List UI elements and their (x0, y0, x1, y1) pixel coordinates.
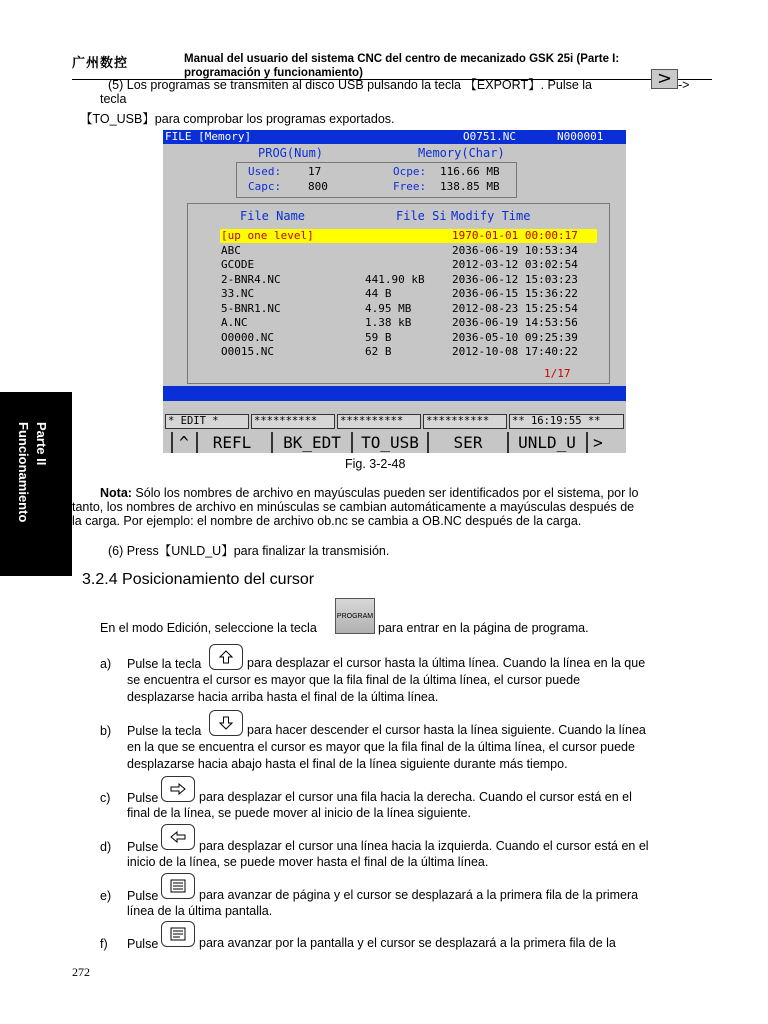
side-tab-part: Parte II (34, 422, 49, 466)
side-tab-section: Funcionamiento (16, 422, 31, 523)
file-row[interactable]: A.NC 1.38 kB 2036-06-19 14:53:56 (221, 316, 578, 329)
page-down-key-icon (161, 921, 195, 947)
softkey-bk-edt[interactable]: BK_EDT (271, 432, 351, 453)
section-intro-before: En el modo Edición, seleccione la tecla (100, 621, 317, 635)
used-value: 17 (308, 165, 322, 178)
file-row[interactable]: O0015.NC 62 B 2012-10-08 17:40:22 (221, 345, 578, 358)
ocpe-label: Ocpe: (393, 165, 427, 178)
gsk-logo: 广州数控 (72, 56, 129, 71)
step5-text: (5) Los programas se transmiten al disco USB pulsando la tecla 【EXPORT】. Pulse la (108, 78, 593, 92)
item-c-letter: c) (100, 791, 111, 805)
item-f-letter: f) (100, 937, 108, 951)
item-e-pre: Pulse (127, 889, 159, 903)
col-modify-time: Modify Time (451, 209, 531, 223)
arrow-text: -> (678, 78, 690, 92)
step6-text: (6) Press【UNLD_U】para finalizar la transmisión. (108, 544, 390, 558)
item-e-line2: línea de la última pantalla. (127, 904, 273, 918)
item-a-line2: se encuentra el cursor es mayor que la fila final de la última línea, el cursor puede (127, 673, 581, 687)
figure-caption: Fig. 3-2-48 (345, 457, 406, 471)
page-header (72, 50, 712, 80)
tecla-text: tecla (100, 92, 127, 106)
section-intro-after: para entrar en la página de programa. (378, 621, 589, 635)
softkey-ser[interactable]: SER (427, 432, 507, 453)
file-row[interactable]: 2-BNR4.NC 441.90 kB 2036-06-12 15:03:23 (221, 272, 578, 286)
item-d-line1: para desplazar el cursor una línea hacia la izquierda. Cuando el cursor está en el (199, 839, 649, 853)
note-label: Nota: (100, 486, 132, 500)
prog-num-label: PROG(Num) (258, 146, 324, 160)
item-f-pre: Pulse (127, 937, 159, 951)
side-tab-text (14, 422, 50, 522)
capc-label: Capc: (248, 180, 282, 193)
status-field-3: ********** (423, 414, 507, 429)
file-row[interactable]: [up one level] 1970-01-01 00:00:17 (220, 229, 597, 243)
item-e-line1: para avanzar de página y el cursor se desplazará a la primera fila de la primera (199, 888, 639, 902)
file-row[interactable]: O0000.NC 59 B 2036-05-10 09:25:39 (221, 330, 578, 344)
cursor-up-key-icon (209, 644, 243, 670)
to-usb-line: 【TO_USB】para comprobar los programas exportados. (80, 112, 395, 126)
page-up-key-icon (161, 873, 195, 899)
item-c-line1: para desplazar el cursor una fila hacia la derecha. Cuando el cursor está en el (199, 790, 632, 804)
softkey-unld-u[interactable]: UNLD_U (507, 432, 585, 453)
screen-title-left: FILE [Memory] (165, 130, 252, 143)
item-f-line1: para avanzar por la pantalla y el cursor se desplazará a la primera fila de la (199, 936, 616, 950)
item-b-line2: en la que se encuentra el cursor es mayor que la fila final de la última línea, el cursor puede (127, 740, 635, 754)
status-mode: * EDIT * (165, 414, 249, 429)
softkey-next[interactable]: > (586, 432, 608, 453)
cnc-file-screen (163, 130, 626, 453)
page-indicator: 1/17 (544, 367, 571, 380)
item-e-letter: e) (100, 889, 112, 903)
screen-title-block: N000001 (557, 130, 604, 143)
input-bar[interactable] (163, 386, 626, 401)
item-a-line3: desplazarse hacia arriba hasta el final de la última línea. (127, 690, 439, 704)
col-file-size: File Si (396, 209, 447, 223)
item-c-pre: Pulse (127, 791, 159, 805)
side-tab (0, 392, 72, 576)
item-b-letter: b) (100, 724, 112, 738)
file-row[interactable]: 33.NC 44 B 2036-06-15 15:36:22 (221, 287, 578, 300)
note-line2: tanto, los nombres de archivo en minúsculas se cambian automáticamente a mayúsculas después de (72, 500, 635, 514)
free-label: Free: (393, 180, 427, 193)
file-row[interactable]: ABC 2036-06-19 10:53:34 (221, 243, 578, 257)
note-line1: Nota: Sólo los nombres de archivo en mayúsculas pueden ser identificados por el sistema, por lo (100, 486, 639, 500)
cursor-down-key-icon (209, 710, 243, 736)
cursor-left-key-icon (161, 824, 195, 850)
status-field-2: ********** (337, 414, 421, 429)
manual-title-line2: programación y funcionamiento) (184, 67, 363, 79)
program-key-icon: PROGRAM (335, 598, 375, 634)
memory-char-label: Memory(Char) (418, 146, 505, 160)
screen-title-bar (163, 130, 626, 144)
item-a-letter: a) (100, 657, 112, 671)
item-d-pre: Pulse (127, 840, 159, 854)
cursor-right-key-icon (161, 776, 195, 802)
softkey-up[interactable]: ^ (171, 432, 195, 453)
file-row[interactable]: GCODE 2012-03-12 03:02:54 (221, 258, 578, 271)
item-b-line3: desplazarse hacia abajo hasta el final de la línea siguiente durante más tiempo. (127, 757, 568, 771)
item-b-line1: para hacer descender el cursor hasta la línea siguiente. Cuando la línea (247, 723, 646, 737)
item-a-line1: para desplazar el cursor hasta la última línea. Cuando la línea en la que (247, 656, 646, 670)
item-d-letter: d) (100, 840, 112, 854)
col-file-name: File Name (240, 209, 306, 223)
used-label: Used: (248, 165, 282, 178)
note-line3: la carga. Por ejemplo: el nombre de archivo ob.nc se cambia a OB.NC después de la carga. (72, 514, 582, 528)
next-key-icon: > (651, 69, 678, 89)
capc-value: 800 (308, 180, 328, 193)
softkey-refl[interactable]: REFL (196, 432, 266, 453)
manual-title (184, 52, 704, 80)
screen-title-program: O0751.NC (463, 130, 516, 143)
free-value: 138.85 MB (440, 180, 500, 193)
item-d-line2: inicio de la línea, se puede mover hasta el final de la última línea. (127, 855, 489, 869)
item-b-pre: Pulse la tecla (127, 724, 202, 738)
page-number: 272 (72, 965, 90, 979)
softkey-to-usb[interactable]: TO_USB (351, 432, 427, 453)
file-row[interactable]: 5-BNR1.NC 4.95 MB 2012-08-23 15:25:54 (221, 301, 578, 315)
status-field-1: ********** (251, 414, 335, 429)
item-a-pre: Pulse la tecla (127, 657, 202, 671)
section-title: 3.2.4 Posicionamiento del cursor (82, 571, 315, 588)
status-clock: ** 16:19:55 ** (509, 414, 624, 429)
item-c-line2: final de la línea, se puede mover al inicio de la línea siguiente. (127, 806, 471, 820)
ocpe-value: 116.66 MB (440, 165, 500, 178)
manual-title-line1: Manual del usuario del sistema CNC del centro de mecanizado GSK 25i (Parte I: (184, 53, 620, 65)
